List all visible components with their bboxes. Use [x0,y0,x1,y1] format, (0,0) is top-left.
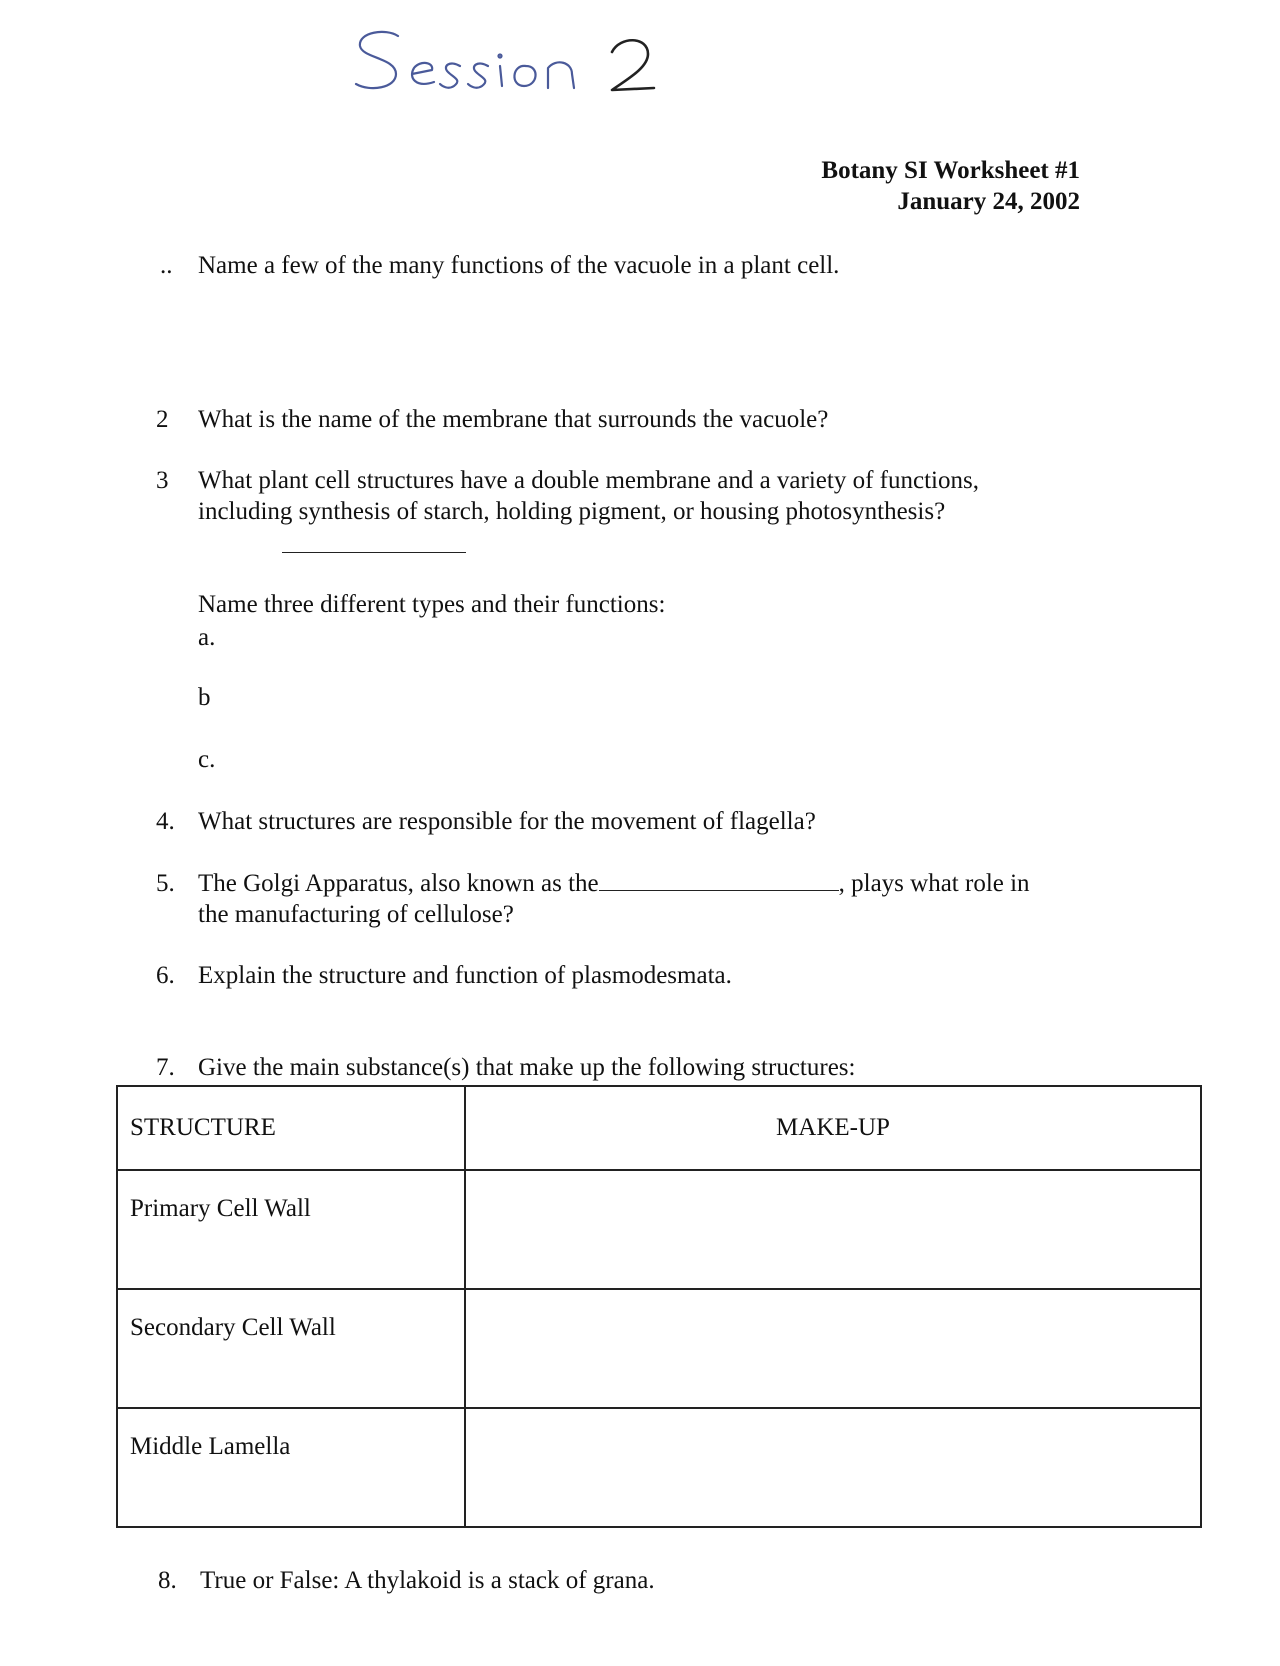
session-handwriting-drawing [350,18,710,108]
question-3-number: 3 [156,467,169,494]
question-7 [0,1052,1280,1083]
subquestion-item-a: a. [198,624,216,651]
table-cell-structure [117,1408,465,1527]
table-row [117,1408,1201,1527]
question-8-text: True or False: A thylakoid is a stack of grana. [200,1567,655,1594]
table-cell-structure-text: Primary Cell Wall [130,1195,311,1222]
question-5-text-after-blank: , plays what role in [838,870,1030,897]
table-cell-structure-text: Middle Lamella [130,1433,291,1460]
question-4-text: What structures are responsible for the movement of flagella? [198,808,816,835]
question-3 [0,465,1280,529]
question-6-text: Explain the structure and function of plasmodesmata. [198,962,732,989]
question-2 [0,404,1280,435]
subquestion-item-c: c. [198,746,216,773]
table-row [117,1170,1201,1289]
table-cell-structure [117,1170,465,1289]
table-cell-structure-text: Secondary Cell Wall [130,1314,336,1341]
worksheet-header [821,155,1080,217]
question-2-text: What is the name of the membrane that surrounds the vacuole? [198,406,829,433]
worksheet-title: Botany SI Worksheet #1 [821,157,1080,184]
question-6-number: 6. [156,962,175,989]
structure-makeup-table [116,1085,1202,1528]
table-cell-makeup-answer[interactable] [465,1170,1201,1289]
question-5 [0,868,1280,932]
question-1 [0,250,1280,281]
question-7-text: Give the main substance(s) that make up the following structures: [198,1054,856,1081]
question-7-number: 7. [156,1054,175,1081]
table-cell-makeup-answer[interactable] [465,1408,1201,1527]
question-5-number: 5. [156,870,175,897]
table-header-makeup: MAKE-UP [465,1086,1201,1170]
subquestion-item-b: b [198,684,211,711]
table-header-row [117,1086,1201,1170]
question-2-number: 2 [156,406,169,433]
table-header-structure: STRUCTURE [117,1086,465,1170]
table-cell-makeup-answer[interactable] [465,1289,1201,1408]
question-1-text: Name a few of the many functions of the vacuole in a plant cell. [198,252,840,279]
question-5-inline-blank [599,868,839,891]
question-5-text-before-blank: The Golgi Apparatus, also known as the [198,870,599,897]
question-3-line-2: including synthesis of starch, holding pigment, or housing photosynthesis? [198,498,946,525]
question-8 [0,1565,1280,1596]
question-3-line-1: What plant cell structures have a double membrane and a variety of functions, [198,467,979,494]
table-cell-structure [117,1289,465,1408]
question-4 [0,806,1280,837]
table-row [117,1289,1201,1408]
handwritten-session-title [350,18,710,108]
question-8-number: 8. [158,1567,177,1594]
question-1-number: .. [160,252,173,279]
question-5-line-2: the manufacturing of cellulose? [198,901,514,928]
question-4-number: 4. [156,808,175,835]
question-6 [0,960,1280,991]
subquestion-prompt: Name three different types and their functions: [198,591,666,618]
worksheet-date: January 24, 2002 [897,188,1080,215]
question-3-answer-blank [282,552,466,553]
